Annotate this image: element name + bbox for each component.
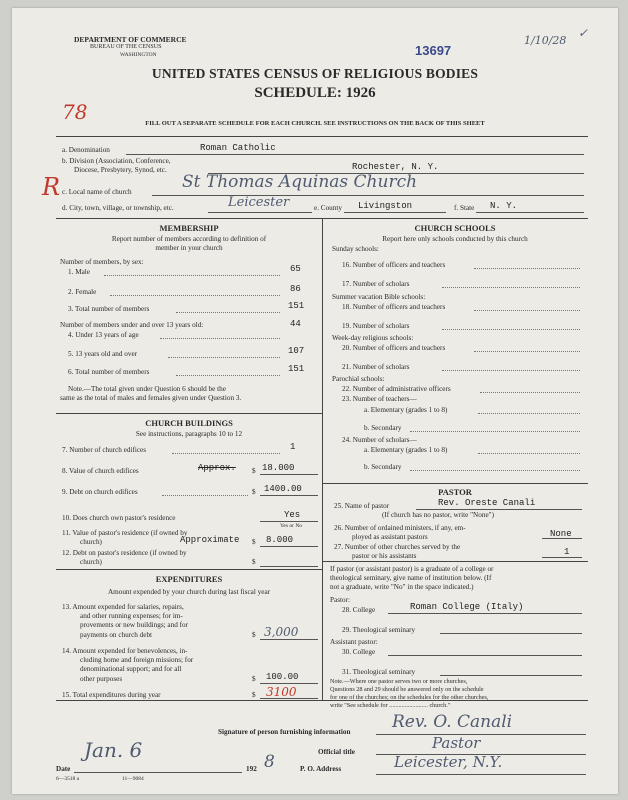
sunday-label: Sunday schools: (332, 245, 379, 253)
q24-label: 24. Number of scholars— (342, 436, 417, 444)
q8-label: 8. Value of church edifices (62, 467, 139, 475)
q14-value: 100.00 (266, 672, 299, 682)
q11-approx: Approximate (180, 535, 240, 545)
q7-label: 7. Number of church edifices (62, 446, 147, 454)
grad-note-3: not a graduate, write "No" in the space indicated.) (330, 583, 474, 591)
dollar-11: $ (252, 538, 256, 546)
pastor-note-4: write "See schedule for ......................... church." (330, 702, 451, 709)
form-number-2: 11—9084 (122, 776, 144, 782)
county-value: Livingston (358, 201, 413, 211)
q31-label: 31. Theological seminary (342, 668, 416, 676)
bureau-label: BUREAU OF THE CENSUS (90, 44, 162, 50)
q13-label-3: provements or new buildings; and for (80, 621, 188, 629)
q14-label-4: other purposes (80, 675, 123, 683)
pastor-note-1: Note.—Where one pastor serves two or more churches, (330, 678, 468, 685)
q27-label-2: pastor or his assistants (352, 552, 417, 560)
dollar-15: $ (252, 691, 256, 699)
q26-label-2: ployed as assistant pastors (352, 533, 428, 541)
membership-note-2: member in your church (155, 244, 223, 252)
q7-value: 1 (290, 442, 296, 452)
q10-label: 10. Does church own pastor's residence (62, 514, 176, 522)
q16-label: 16. Number of officers and teachers (342, 261, 446, 269)
q28-value: Roman College (Italy) (410, 602, 524, 612)
city-town-value: Leicester (228, 195, 290, 210)
q30-label: 30. College (342, 648, 376, 656)
q22-label: 22. Number of administrative officers (342, 385, 451, 393)
pastor-note-2: Questions 28 and 29 should be answered only on the schedule (330, 686, 484, 693)
q23a-label: a. Elementary (grades 1 to 8) (364, 406, 448, 414)
q20-label: 20. Number of officers and teachers (342, 344, 446, 352)
age-value: 44 (290, 319, 301, 329)
q24a-label: a. Elementary (grades 1 to 8) (364, 446, 448, 454)
grad-note-1: If pastor (or assistant pastor) is a graduate of a college or (330, 565, 494, 573)
pastor-note-3: for one of the churches; on the schedules for the other churches, (330, 694, 489, 701)
q3-label: 3. Total number of members (68, 305, 150, 313)
check-mark: ✓ (578, 26, 589, 40)
mark-78: 78 (62, 100, 88, 124)
state-value: N. Y. (490, 201, 518, 211)
expend-head: EXPENDITURES (155, 574, 223, 584)
q26-value: None (550, 529, 572, 539)
q25-note: (If church has no pastor, write "None") (382, 511, 494, 519)
q25-label: 25. Name of pastor (334, 502, 390, 510)
grad-note-2: theological seminary, give name of institution below. (If (330, 574, 492, 582)
denomination-value: Roman Catholic (200, 143, 276, 153)
q12-label-1: 12. Debt on pastor's residence (if owned by (62, 549, 187, 557)
dollar-13: $ (252, 631, 256, 639)
q9-label: 9. Debt on church edifices (62, 488, 138, 496)
q5-value: 107 (288, 346, 305, 356)
by-sex-label: Number of members, by sex: (60, 258, 144, 266)
q6-value: 151 (288, 364, 305, 374)
q1-value: 65 (290, 264, 301, 274)
q27-label-1: 27. Number of other churches served by the (334, 543, 461, 551)
q13-value: 3,000 (264, 625, 299, 639)
q11-value: 8.000 (266, 535, 294, 545)
q21-label: 21. Number of scholars (342, 363, 410, 371)
county-label: e. County (314, 204, 342, 212)
q4-label: 4. Under 13 years of age (68, 331, 139, 339)
yes-no-hint: Yes or No (280, 523, 303, 529)
denomination-label: a. Denomination (62, 146, 110, 154)
q2-value: 86 (290, 284, 301, 294)
summer-label: Summer vacation Bible schools: (332, 293, 426, 301)
dollar-14: $ (252, 675, 256, 683)
q13-label-1: 13. Amount expended for salaries, repairs, (62, 603, 184, 611)
date-mark: 1/10/28 (524, 34, 567, 47)
dept-label: DEPARTMENT OF COMMERCE (74, 35, 187, 44)
q8-value: 18.000 (262, 463, 295, 473)
q15-value: 3100 (266, 685, 297, 699)
state-label: f. State (454, 204, 475, 212)
q27-value: 1 (564, 547, 570, 557)
date-value: Jan. 6 (84, 738, 143, 762)
q8-approx: Approx. (198, 463, 236, 473)
q10-value: Yes (284, 510, 301, 520)
church-name-label: c. Local name of church (62, 188, 132, 196)
form-subtitle: SCHEDULE: 1926 (254, 85, 376, 101)
official-title-label: Official title (318, 748, 355, 756)
membership-head: MEMBERSHIP (159, 223, 219, 233)
asst-pastor-label: Assistant pastor: (330, 638, 378, 646)
weekday-label: Week-day religious schools: (332, 334, 414, 342)
city-label: WASHINGTON (120, 52, 157, 58)
q19-label: 19. Number of scholars (342, 322, 410, 330)
membership-footnote-2: same as the total of males and females given under Question 3. (60, 394, 242, 402)
signature-label: Signature of person furnishing information (218, 728, 351, 736)
pastor-sub-label: Pastor: (330, 596, 350, 604)
q9-value: 1400.00 (264, 484, 302, 494)
q23b-label: b. Secondary (364, 424, 402, 432)
q2-label: 2. Female (68, 288, 97, 296)
census-schedule-page (12, 8, 618, 794)
q29-label: 29. Theological seminary (342, 626, 416, 634)
q13-label-4: payments on church debt (80, 631, 153, 639)
q12-label-2: church) (80, 558, 102, 566)
form-title: UNITED STATES CENSUS OF RELIGIOUS BODIES (151, 66, 479, 81)
official-title-value: Pastor (432, 734, 481, 752)
po-address-value: Leicester, N.Y. (394, 753, 503, 771)
city-town-label: d. City, town, village, or township, etc. (62, 204, 174, 212)
q18-label: 18. Number of officers and teachers (342, 303, 446, 311)
dollar-9: $ (252, 488, 256, 496)
schools-head: CHURCH SCHOOLS (414, 223, 496, 233)
parochial-label: Parochial schools: (332, 375, 385, 383)
q13-label-2: and other running expenses; for im- (80, 612, 183, 620)
instructions-line: FILL OUT A SEPARATE SCHEDULE FOR EACH CHURCH. SEE INSTRUCTIONS ON THE BACK OF THIS SHEET (145, 120, 485, 127)
year-label: 192 (246, 765, 257, 773)
schools-sub: Report here only schools conducted by this church (382, 235, 528, 243)
dollar-8: $ (252, 467, 256, 475)
q6-label: 6. Total number of members (68, 368, 150, 376)
serial-stamp: 13697 (415, 43, 452, 58)
q11-label-2: church) (80, 538, 102, 546)
q14-label-1: 14. Amount expended for benevolences, in- (62, 647, 188, 655)
expend-sub: Amount expended by your church during last fiscal year (107, 588, 271, 596)
age-head: Number of members under and over 13 years old: (60, 321, 204, 329)
dollar-12: $ (252, 558, 256, 566)
division-label: b. Division (Association, Conference, (62, 157, 171, 165)
q24b-label: b. Secondary (364, 463, 402, 471)
q17-label: 17. Number of scholars (342, 280, 410, 288)
q5-label: 5. 13 years old and over (68, 350, 138, 358)
q1-label: 1. Male (68, 268, 90, 276)
division-label-2: Diocese, Presbytery, Synod, etc. (74, 166, 167, 174)
q28-label: 28. College (342, 606, 376, 614)
q23-label: 23. Number of teachers— (342, 395, 417, 403)
buildings-sub: See instructions, paragraphs 10 to 12 (135, 430, 243, 438)
po-address-label: P. O. Address (300, 765, 342, 773)
membership-note-1: Report number of members according to definition of (111, 235, 267, 243)
mark-r: R (42, 173, 61, 201)
church-name-value: St Thomas Aquinas Church (182, 172, 418, 192)
q15-label: 15. Total expenditures during year (62, 691, 161, 699)
date-label: Date (56, 765, 71, 773)
year-value: 8 (264, 752, 275, 772)
division-value: Rochester, N. Y. (352, 162, 439, 172)
q14-label-3: denominational support; and for all (80, 665, 182, 673)
q14-label-2: cluding home and foreign missions; for (80, 656, 194, 664)
q11-label-1: 11. Value of pastor's residence (if owned by (62, 529, 188, 537)
q25-value: Rev. Oreste Canali (438, 498, 536, 508)
q26-label-1: 26. Number of ordained ministers, if any, em- (334, 524, 466, 532)
buildings-head: CHURCH BUILDINGS (145, 418, 233, 428)
form-number-1: 6—3518 a (56, 776, 80, 782)
pastor-head: PASTOR (438, 487, 472, 497)
signature-value: Rev. O. Canali (392, 712, 513, 732)
membership-footnote-1: Note.—The total given under Question 6 should be the (68, 385, 226, 393)
q3-value: 151 (288, 301, 305, 311)
